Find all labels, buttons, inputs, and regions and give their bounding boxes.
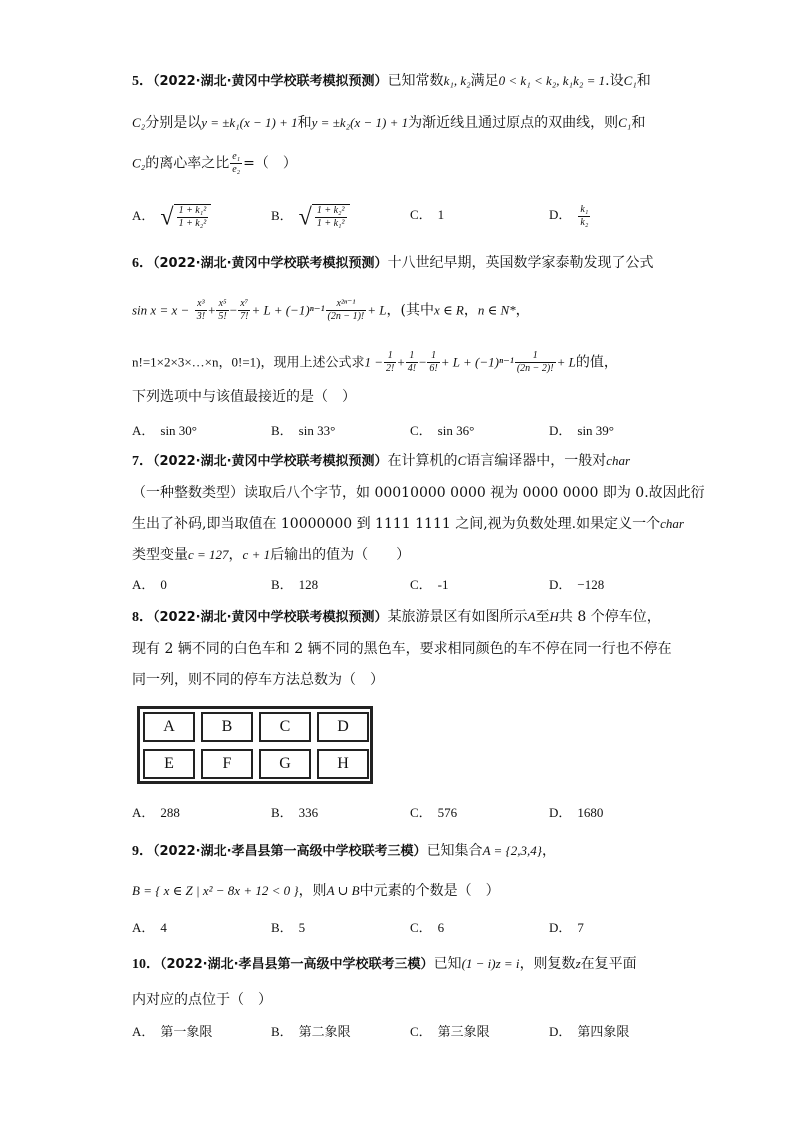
operator: + <box>208 302 216 318</box>
q7-text: 语言编译器中，一般对 <box>466 453 607 469</box>
fraction-denominator: 7! <box>240 311 249 322</box>
fraction-denominator: (2n − 1)! <box>327 311 365 322</box>
q7-text: 生出了补码,即当取值在 10000000 到 1111 1111 之间,视为负数处理.如果定义一个 <box>132 516 661 532</box>
fraction <box>427 350 439 375</box>
q7-options <box>132 574 652 596</box>
q8-text: 共 8 个停车位， <box>558 609 661 625</box>
q9-option-d[interactable] <box>549 917 584 939</box>
fraction-denominator: 2! <box>386 363 395 374</box>
q9-math: A = {2,3,4} <box>482 843 542 858</box>
q7-math: c = 127 <box>188 547 229 562</box>
q5-line-3 <box>132 151 297 176</box>
q5-text: =（ ） <box>243 155 297 172</box>
option-label: D． <box>549 207 572 223</box>
q10-text: 在复平面 <box>580 956 637 972</box>
option-label: A． <box>132 423 155 438</box>
q9-math: A ∪ B <box>326 883 360 898</box>
q6-math: + L + (−1)ⁿ⁻¹ <box>440 354 514 370</box>
q8-option-c[interactable] <box>410 802 457 824</box>
fraction-denominator: (2n − 2)! <box>516 363 554 374</box>
parking-spot-e: E <box>143 749 195 779</box>
option-text: 6 <box>437 920 445 935</box>
q5-option-a[interactable] <box>132 204 211 230</box>
fraction-numerator: x³ <box>195 298 207 311</box>
q5-line-2 <box>132 113 645 133</box>
fraction <box>216 298 228 323</box>
q6-option-b[interactable] <box>271 420 335 442</box>
q5-math: k₁, k₂ <box>443 73 471 88</box>
fraction-denominator: 1 + k₂² <box>178 218 207 229</box>
q10-options <box>132 1021 652 1043</box>
option-label: C． <box>410 577 432 592</box>
option-label: C． <box>410 1024 432 1039</box>
parking-grid <box>137 706 373 784</box>
sqrt-expression: √ $\frac{\text{1 + k₂²}}{\text{1 + k₁²}}$ <box>299 204 350 230</box>
option-label: A． <box>132 805 155 820</box>
fraction-numerator: x²ⁿ⁻¹ <box>326 298 367 311</box>
q6-text: 下列选项中与该值最接近的是（ ） <box>132 389 356 405</box>
q5-text: .设 <box>605 73 624 89</box>
q10-option-b[interactable] <box>271 1021 351 1043</box>
q5-text: 满足 <box>470 73 499 89</box>
q5-line-1 <box>132 71 651 92</box>
option-text: 0 <box>160 577 167 592</box>
option-label: B． <box>271 920 293 935</box>
option-label: A． <box>132 207 155 223</box>
q8-text: 某旅游景区有如图所示 <box>387 609 528 625</box>
q5-math: C₁ <box>623 73 637 88</box>
q10-source: （2022·湖北·孝昌县第一高级中学校联考三模） <box>160 957 434 972</box>
parking-spot-f: F <box>201 749 253 779</box>
sqrt-expression: √ $\frac{\text{1 + k₁²}}{\text{1 + k₂²}}$ <box>160 204 211 230</box>
q9-options <box>132 917 652 939</box>
fraction-numerator: 1 <box>384 350 396 363</box>
q8-number: 8． <box>132 610 153 625</box>
q7-line-2 <box>132 483 705 503</box>
q5-math: y = ±k₂(x − 1) + 1 <box>311 115 409 130</box>
option-label: B． <box>271 577 293 592</box>
q6-math: n ∈ N* <box>477 302 516 318</box>
q10-number: 10． <box>132 957 160 972</box>
option-label: B． <box>271 207 293 223</box>
option-label: C． <box>410 805 432 820</box>
fraction-numerator: 1 + k₂² <box>316 205 345 216</box>
fraction <box>195 298 207 323</box>
q5-math: 0 < k₁ < k₂, k₁k₂ = 1 <box>498 73 606 88</box>
option-text: sin 36° <box>437 423 475 438</box>
fraction-numerator: 1 <box>427 350 439 363</box>
q5-math: C₂ <box>132 155 146 171</box>
option-text: 1680 <box>577 805 604 820</box>
option-text: sin 39° <box>577 423 615 438</box>
q5-options <box>132 204 652 231</box>
q8-line-3 <box>132 670 384 690</box>
parking-spot-c: C <box>259 712 311 742</box>
option-text: 336 <box>298 805 319 820</box>
q8-math: H <box>549 609 559 624</box>
fraction-denominator: 4! <box>407 363 417 374</box>
option-label: D． <box>549 423 572 438</box>
fraction <box>515 350 556 375</box>
q6-line-1 <box>132 253 654 274</box>
option-label: C． <box>410 920 432 935</box>
q9-number: 9． <box>132 844 153 859</box>
q8-text: 至 <box>535 609 550 625</box>
option-text: 288 <box>160 805 180 820</box>
option-label: A． <box>132 920 155 935</box>
option-label: D． <box>549 920 572 935</box>
fraction-numerator: 1 + k₁² <box>178 205 207 216</box>
parking-spot-d: D <box>317 712 369 742</box>
q6-math: + L <box>556 354 576 370</box>
q7-option-a[interactable] <box>132 574 167 596</box>
q9-option-c[interactable] <box>410 917 444 939</box>
q8-options <box>132 802 652 824</box>
fraction-numerator: k₁ <box>580 204 589 215</box>
q10-line-2 <box>132 990 272 1010</box>
option-text: 第三象限 <box>437 1024 490 1039</box>
q6-line-3 <box>132 350 618 375</box>
q10-option-a[interactable] <box>132 1021 212 1043</box>
q5-option-c[interactable] <box>410 204 444 226</box>
q10-math: (1 − i)z = i <box>461 956 520 971</box>
fraction-numerator: e₁ <box>232 151 241 162</box>
q5-ratio-fraction <box>230 151 242 176</box>
q6-text: 十八世纪早期，英国数学家泰勒发现了公式 <box>387 255 654 271</box>
fraction-numerator: 1 <box>515 350 556 363</box>
q10-line-1 <box>132 954 637 975</box>
q7-math: C <box>457 453 467 468</box>
q6-source: （2022·湖北·黄冈中学校联考模拟预测） <box>153 256 388 271</box>
q10-option-d[interactable] <box>549 1021 629 1043</box>
q6-text: n!=1×2×3×…×n，0!=1)，现用上述公式求 <box>132 354 365 370</box>
fraction <box>238 298 250 323</box>
option-text: 576 <box>437 805 458 820</box>
fraction-numerator: 1 <box>406 350 418 363</box>
option-text: -1 <box>437 577 449 592</box>
q8-math: A <box>527 609 536 624</box>
parking-spot-h: H <box>317 749 369 779</box>
option-label: B． <box>271 805 293 820</box>
fraction-numerator: x⁷ <box>238 298 250 311</box>
operator: + <box>397 354 405 370</box>
q5-text: 和 <box>636 73 651 89</box>
q5-math: C₂ <box>132 115 146 130</box>
q9-source: （2022·湖北·孝昌县第一高级中学校联考三模） <box>153 844 427 859</box>
q10-option-c[interactable] <box>410 1021 490 1043</box>
option-label: D． <box>549 805 572 820</box>
q7-text: 在计算机的 <box>387 453 458 469</box>
q5-text: 已知常数 <box>387 73 444 89</box>
q7-source: （2022·湖北·黄冈中学校联考模拟预测） <box>153 454 388 469</box>
q8-option-b[interactable] <box>271 802 318 824</box>
q7-math: c + 1 <box>242 547 271 562</box>
q7-option-b[interactable] <box>271 574 318 596</box>
fraction <box>326 298 367 323</box>
option-text: 128 <box>298 577 319 592</box>
fraction <box>406 350 418 375</box>
option-text: 7 <box>577 920 584 935</box>
parking-spot-b: B <box>201 712 253 742</box>
q6-math: + L + (−1)ⁿ⁻¹ <box>251 302 325 318</box>
option-label: A． <box>132 577 155 592</box>
q5-text: 分别是以 <box>145 115 202 131</box>
q6-number: 6． <box>132 256 153 271</box>
q6-line-2 <box>132 298 530 323</box>
q5-math: y = ±k₁(x − 1) + 1 <box>201 115 298 130</box>
fraction-denominator: 1 + k₁² <box>316 218 345 229</box>
parking-spot-a: A <box>143 712 195 742</box>
q6-text: ，(其中 <box>386 302 434 319</box>
fraction-denominator: k₂ <box>580 217 589 228</box>
q8-line-1 <box>132 607 661 628</box>
option-text: 1 <box>437 207 445 222</box>
q10-math: z <box>575 956 581 971</box>
fraction-numerator: x⁵ <box>216 298 228 311</box>
option-text: sin 30° <box>160 423 198 438</box>
option-label: C． <box>410 207 432 222</box>
q8-text: 同一列，则不同的停车方法总数为（ ） <box>132 672 384 688</box>
q5-option-d[interactable] <box>549 204 591 229</box>
q6-math: + L <box>367 302 387 318</box>
option-text: sin 33° <box>298 423 336 438</box>
option-label: A． <box>132 1024 155 1039</box>
q10-text: ，则复数 <box>519 956 576 972</box>
option-text: 第四象限 <box>577 1024 630 1039</box>
q7-text: ， <box>228 547 243 563</box>
option-label: D． <box>549 577 572 592</box>
q9-math: B = { x ∈ Z | x² − 8x + 12 < 0 } <box>132 883 299 898</box>
q5-text: 和 <box>631 115 646 131</box>
option-text: −128 <box>577 577 605 592</box>
q8-line-2 <box>132 639 672 659</box>
option-label: D． <box>549 1024 572 1039</box>
q7-line-1 <box>132 451 630 472</box>
q7-text: 类型变量 <box>132 547 188 563</box>
q5-text: 和 <box>297 115 312 131</box>
q5-math: C₁ <box>618 115 632 130</box>
q9-line-1 <box>132 841 556 862</box>
q9-text: ， <box>541 843 556 859</box>
q6-text: ， <box>515 302 530 319</box>
option-text: 第二象限 <box>298 1024 351 1039</box>
fraction-denominator: e₂ <box>232 164 241 175</box>
q9-text: ，则 <box>298 883 327 899</box>
q5-text: 为渐近线且通过原点的双曲线，则 <box>408 115 619 131</box>
option-label: C． <box>410 423 432 438</box>
q6-option-a[interactable] <box>132 420 197 442</box>
q8-option-d[interactable] <box>549 802 603 824</box>
q6-math: sin x = x − <box>132 302 190 318</box>
operator: − <box>229 302 238 318</box>
fraction-denominator: 6! <box>429 363 438 374</box>
q6-option-c[interactable] <box>410 420 474 442</box>
q7-math: char <box>606 453 631 468</box>
q6-math: 1 − <box>364 354 384 370</box>
q9-option-b[interactable] <box>271 917 305 939</box>
q8-option-a[interactable] <box>132 802 180 824</box>
fraction <box>384 350 396 375</box>
q10-text: 内对应的点位于（ ） <box>132 992 272 1008</box>
q7-option-d[interactable] <box>549 574 604 596</box>
q7-line-4 <box>132 545 410 565</box>
q7-line-3 <box>132 514 684 534</box>
q8-text: 现有 2 辆不同的白色车和 2 辆不同的黑色车，要求相同颜色的车不停在同一行也不停在 <box>132 641 672 657</box>
q6-options <box>132 420 652 442</box>
operator: − <box>419 354 427 370</box>
q9-line-2 <box>132 881 500 901</box>
q6-text: ， <box>463 302 478 319</box>
option-label: B． <box>271 423 293 438</box>
q6-line-4 <box>132 387 356 407</box>
q5-text: 的离心率之比 <box>145 155 230 172</box>
q5-option-b[interactable] <box>271 204 350 230</box>
q7-option-c[interactable] <box>410 574 449 596</box>
option-text: 5 <box>298 920 306 935</box>
q9-option-a[interactable] <box>132 917 167 939</box>
q9-text: 已知集合 <box>426 843 483 859</box>
q7-number: 7． <box>132 454 153 469</box>
q6-text: 的值， <box>575 354 618 371</box>
q7-text: 后输出的值为（ ） <box>270 547 411 563</box>
option-label: B． <box>271 1024 293 1039</box>
q7-math: char <box>660 516 684 531</box>
fraction-denominator: 3! <box>196 311 206 322</box>
q5-source: （2022·湖北·黄冈中学校联考模拟预测） <box>153 74 388 89</box>
fraction-denominator: 5! <box>218 311 227 322</box>
q6-option-d[interactable] <box>549 420 614 442</box>
q9-text: 中元素的个数是（ ） <box>359 883 500 899</box>
q6-math: x ∈ R <box>434 302 464 318</box>
parking-spot-g: G <box>259 749 311 779</box>
q10-text: 已知 <box>433 956 462 972</box>
q8-source: （2022·湖北·黄冈中学校联考模拟预测） <box>153 610 388 625</box>
q5-number: 5． <box>132 74 153 89</box>
option-text: 第一象限 <box>160 1024 213 1039</box>
q7-text: （一种整数类型）读取后八个字节，如 00010000 0000 视为 0000 0000 即为 0.故因此衍 <box>132 485 705 501</box>
option-text: 4 <box>160 920 167 935</box>
